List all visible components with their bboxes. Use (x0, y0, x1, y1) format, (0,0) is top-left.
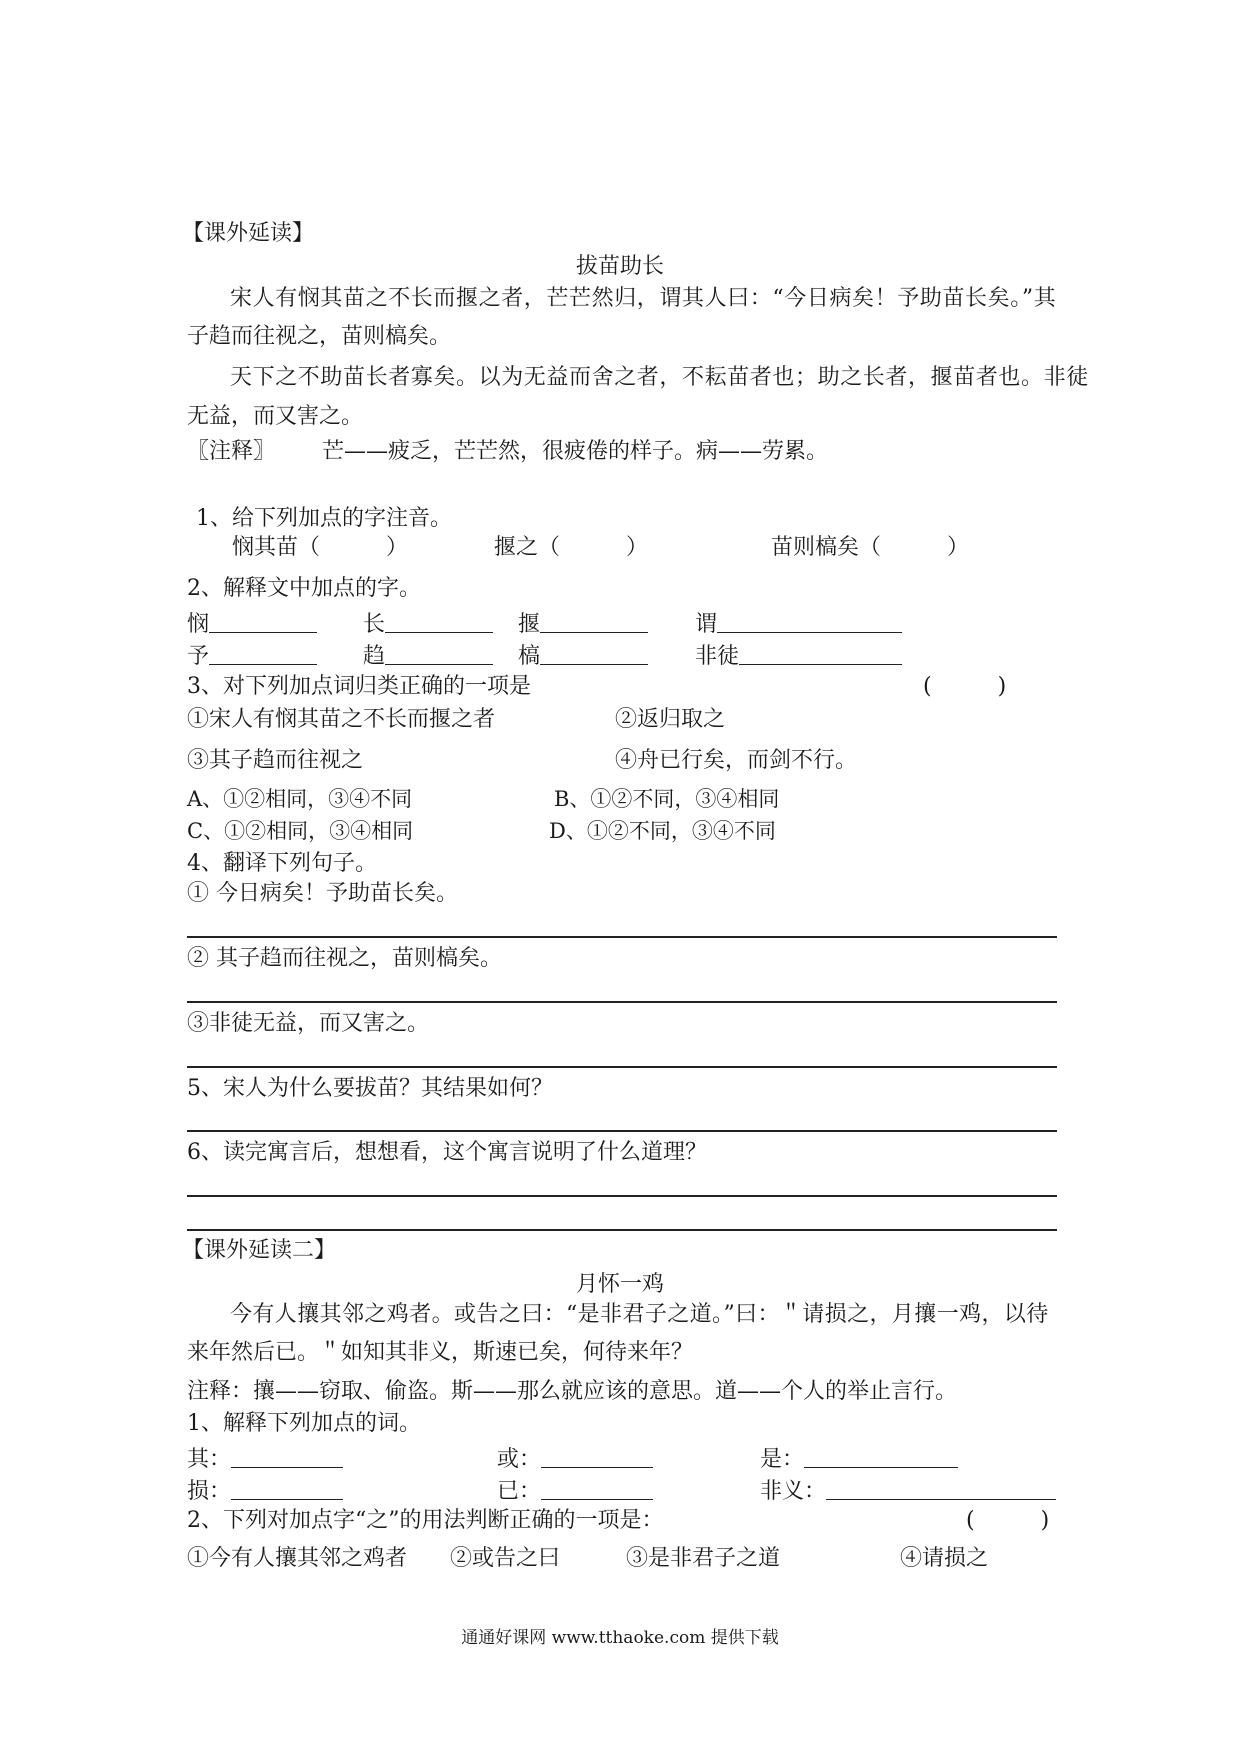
s2-q1-row2-item1: 损： (187, 1477, 343, 1503)
s2-q1-row1-item1: 其： (187, 1445, 343, 1471)
q3-answer-paren[interactable]: ( ) (923, 674, 1007, 699)
q3-option-2: ②返归取之 (615, 707, 726, 732)
section1-note-label: 〖注释〗 (187, 439, 276, 464)
answer-line[interactable] (187, 1130, 1057, 1132)
q2-row1-item2: 长 (363, 610, 493, 636)
section1-para1-line1: 宋人有悯其苗之不长而揠之者，芒芒然归，谓其人曰：“今日病矣！予助苗长矣。”其 (230, 286, 1057, 311)
q2-row2-item4: 非徒 (695, 642, 902, 668)
question-6: 6、读完寓言后，想想看，这个寓言说明了什么道理？ (187, 1140, 707, 1165)
answer-line[interactable] (187, 1066, 1057, 1068)
answer-blank[interactable] (541, 1445, 653, 1468)
q2-row1-item4: 谓 (695, 610, 902, 636)
q1-item-3: 苗则槁矣（ ） (771, 535, 970, 560)
section2-note: 注释：攘——窃取、偷盗。斯——那么就应该的意思。道——个人的举止言行。 (187, 1379, 958, 1404)
answer-blank[interactable] (231, 1445, 343, 1468)
question-2: 2、解释文中加点的字。 (187, 576, 421, 601)
q3-choice-b[interactable]: B、①②不同，③④相同 (554, 787, 780, 811)
s2-q1-row2-item3: 非义： (760, 1477, 1056, 1503)
section1-header: 【课外延读】 (182, 221, 315, 246)
answer-blank[interactable] (209, 642, 317, 665)
answer-blank[interactable] (540, 642, 648, 665)
section2-para-line2: 来年然后已。＂如知其非义，斯速已矣，何待来年？ (187, 1340, 694, 1365)
answer-line[interactable] (187, 936, 1057, 938)
answer-blank[interactable] (385, 610, 493, 633)
q4-sentence-3: ③非徒无益，而又害之。 (187, 1011, 430, 1036)
s2-q1-row1-item2: 或： (497, 1445, 653, 1471)
answer-line[interactable] (187, 1229, 1057, 1231)
answer-blank[interactable] (804, 1445, 958, 1468)
s2-q2-answer-paren[interactable]: ( ) (966, 1508, 1050, 1533)
s2-q2-option-3: ③是非君子之道 (626, 1546, 781, 1571)
answer-blank[interactable] (385, 642, 493, 665)
s2-q2-option-1: ①今有人攘其邻之鸡者 (187, 1546, 408, 1571)
answer-blank[interactable] (739, 642, 902, 665)
section1-para1-line2: 子趋而往视之，苗则槁矣。 (187, 324, 452, 349)
q3-option-3: ③其子趋而往视之 (187, 748, 364, 773)
q3-choice-c[interactable]: C、①②相同，③④相同 (187, 819, 414, 843)
s2-question-1: 1、解释下列加点的词。 (187, 1411, 421, 1436)
q3-choice-d[interactable]: D、①②不同，③④不同 (549, 819, 776, 843)
q2-row2-item2: 趋 (363, 642, 493, 668)
q3-choice-a[interactable]: A、①②相同，③④不同 (187, 787, 413, 811)
q4-sentence-1: ① 今日病矣！予助苗长矣。 (187, 881, 458, 906)
section1-para2-line2: 无益，而又害之。 (187, 404, 364, 429)
section1-title: 拔苗助长 (575, 254, 664, 279)
q2-row1-item1: 悯 (187, 610, 317, 636)
answer-blank[interactable] (231, 1477, 343, 1500)
answer-line[interactable] (187, 1195, 1057, 1197)
q3-option-4: ④舟已行矣，而剑不行。 (615, 748, 858, 773)
s2-q1-row2-item2: 已： (497, 1477, 653, 1503)
q2-row1-item3: 揠 (518, 610, 648, 636)
s2-question-2: 2、下列对加点字“之”的用法判断正确的一项是： (187, 1508, 664, 1533)
s2-q2-option-4: ④请损之 (900, 1546, 989, 1571)
s2-q2-option-2: ②或告之曰 (450, 1546, 561, 1571)
q3-option-1: ①宋人有悯其苗之不长而揠之者 (187, 707, 496, 732)
q1-item-2: 揠之（ ） (494, 535, 649, 560)
answer-blank[interactable] (541, 1477, 653, 1500)
section2-para-line1: 今有人攘其邻之鸡者。或告之曰：“是非君子之道。”曰：＂请损之，月攘一鸡，以待 (230, 1302, 1049, 1327)
answer-line[interactable] (187, 1001, 1057, 1003)
section2-header: 【课外延读二】 (182, 1238, 337, 1263)
section2-title: 月怀一鸡 (575, 1272, 664, 1297)
question-5: 5、宋人为什么要拔苗？其结果如何？ (187, 1076, 553, 1101)
q4-sentence-2: ② 其子趋而往视之，苗则槁矣。 (187, 946, 502, 971)
q2-row2-item1: 予 (187, 642, 317, 668)
question-4: 4、翻译下列句子。 (187, 851, 377, 876)
page-footer: 通通好课网 www.tthaoke.com 提供下载 (461, 1628, 779, 1648)
q1-item-1: 悯其苗（ ） (232, 535, 409, 560)
question-1: 1、给下列加点的字注音。 (196, 506, 452, 531)
s2-q1-row1-item3: 是： (760, 1445, 958, 1471)
answer-blank[interactable] (826, 1477, 1056, 1500)
section1-para2-line1: 天下之不助苗长者寡矣。以为无益而舍之者，不耘苗者也；助之长者，揠苗者也。非徒 (230, 365, 1089, 390)
answer-blank[interactable] (717, 610, 902, 633)
answer-blank[interactable] (209, 610, 317, 633)
answer-blank[interactable] (540, 610, 648, 633)
section1-note-text: 芒——疲乏，芒芒然，很疲倦的样子。病——劳累。 (322, 439, 829, 464)
q2-row2-item3: 槁 (518, 642, 648, 668)
question-3: 3、对下列加点词归类正确的一项是 (187, 674, 531, 699)
